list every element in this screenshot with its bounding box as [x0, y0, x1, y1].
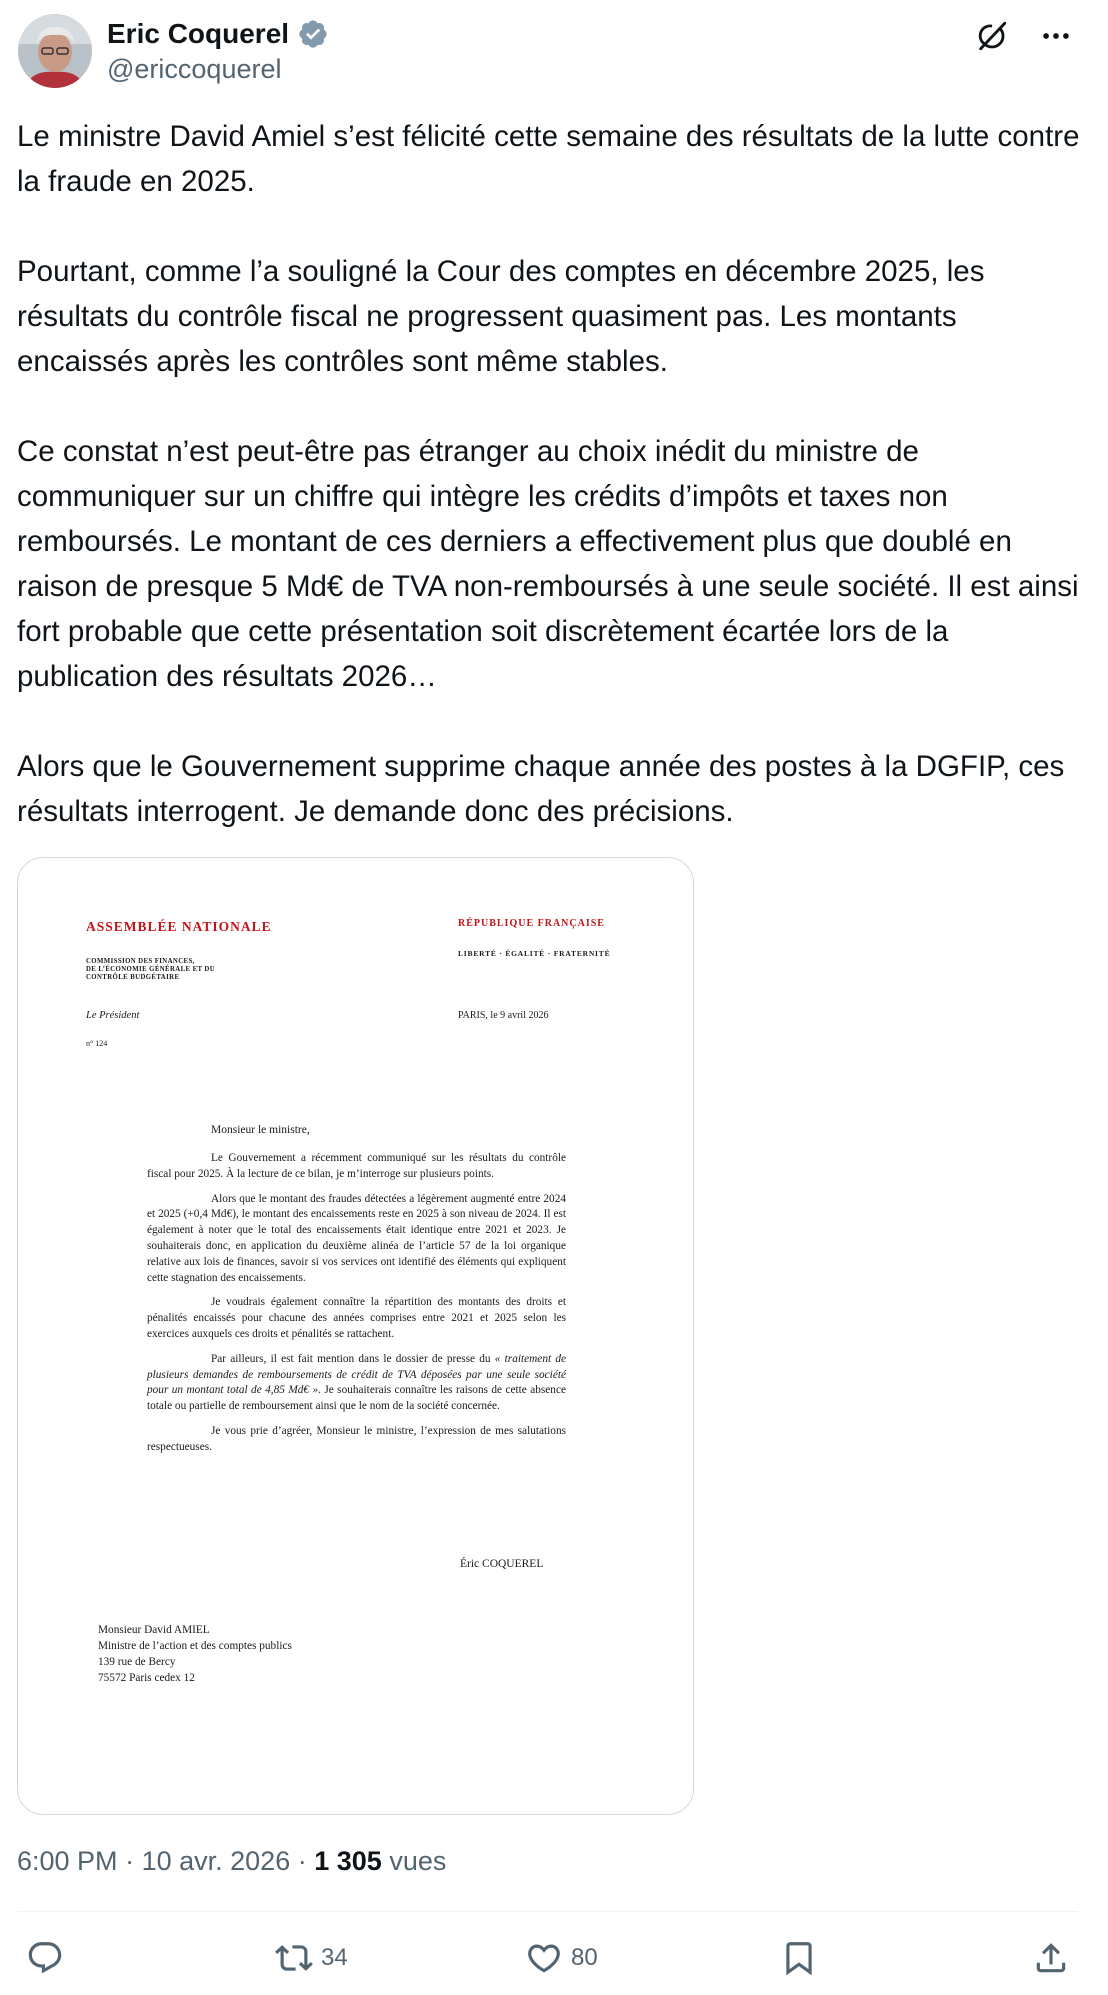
address-line: 75572 Paris cedex 12 — [98, 1672, 195, 1684]
letter-recipient-address — [98, 1622, 292, 1686]
tweet-header — [18, 14, 1078, 90]
grok-icon[interactable] — [970, 14, 1014, 58]
avatar-image — [18, 14, 92, 88]
letter-commission — [86, 958, 286, 982]
like-count: 80 — [571, 1944, 598, 1971]
tweet-date[interactable]: 10 avr. 2026 — [141, 1846, 291, 1876]
letter-text: Par ailleurs, il est fait mention dans le dossier de presse du — [211, 1352, 495, 1365]
letter-paragraph — [147, 1352, 566, 1415]
author-name[interactable]: Eric Coquerel — [107, 18, 290, 49]
commission-line: CONTRÔLE BUDGÉTAIRE — [86, 974, 180, 981]
views-count: 1 305 — [314, 1846, 382, 1876]
letter-paragraph: Le Gouvernement a récemment communiqué sur les résultats du contrôle fiscal pour 2025. À la lecture de ce bilan, je m’interroge sur plusieurs points. — [147, 1152, 566, 1180]
address-line: Monsieur David AMIEL — [98, 1624, 210, 1636]
letter-sender-title: Le Président — [86, 1010, 140, 1021]
tweet-paragraph: Ce constat n’est peut-être pas étranger au choix inédit du ministre de communiquer sur un chiffre qui intègre les crédits d’impôts et taxes non remboursés. Le montant de ces derniers a effectivement plus que doublé en raison de presque 5 Md€ de TVA non-remboursés à une seule société. Il est ainsi fort probable que cette présentation soit discrètement écartée lors de la publication des résultats 2026… — [17, 435, 1079, 693]
bookmark-button[interactable] — [780, 1928, 818, 1988]
verified-badge-icon — [297, 18, 329, 50]
bookmark-icon — [780, 1939, 818, 1977]
action-bar — [0, 1928, 1108, 1988]
retweet-button[interactable] — [275, 1928, 348, 1988]
address-line: 139 rue de Bercy — [98, 1656, 176, 1668]
attached-letter-image[interactable] — [17, 857, 694, 1815]
letterhead-institution: ASSEMBLÉE NATIONALE — [86, 919, 272, 934]
letter-paragraph: Je voudrais également connaître la répartition des montants des droits et pénalités encaissés pour chacune des années comprises entre 2021 et 2025 selon les exercices auxquels ces droits et pénalités se rattachent. — [147, 1296, 566, 1340]
divider — [17, 1911, 1078, 1912]
heart-icon — [525, 1939, 563, 1977]
letter-signature: Éric COQUEREL — [460, 1558, 544, 1570]
share-button[interactable] — [1032, 1928, 1070, 1988]
letter-body — [147, 1151, 566, 1465]
meta-separator: · — [297, 1846, 307, 1876]
retweet-icon — [275, 1939, 313, 1977]
tweet-paragraph: Alors que le Gouvernement supprime chaque année des postes à la DGFIP, ces résultats interrogent. Je demande donc des précisions. — [17, 750, 1065, 828]
letter-document — [18, 858, 694, 1815]
more-icon[interactable] — [1034, 14, 1078, 58]
letter-date: PARIS, le 9 avril 2026 — [458, 1010, 549, 1021]
author-name-row — [107, 16, 329, 52]
commission-line: COMMISSION DES FINANCES, — [86, 958, 195, 965]
meta-separator: · — [125, 1846, 135, 1876]
letter-number: n° 124 — [86, 1039, 108, 1048]
tweet-paragraph: Le ministre David Amiel s’est félicité cette semaine des résultats de la lutte contre la fraude en 2025. — [17, 120, 1080, 198]
share-icon — [1032, 1939, 1070, 1977]
tweet-paragraph: Pourtant, comme l’a souligné la Cour des comptes en décembre 2025, les résultats du contrôle fiscal ne progressent quasiment pas. Les montants encaissés après les contrôles sont même stables. — [17, 255, 985, 378]
letterhead-republic: RÉPUBLIQUE FRANÇAISE — [458, 918, 605, 929]
letterhead-motto: LIBERTÉ · ÉGALITÉ · FRATERNITÉ — [458, 949, 611, 958]
author-handle[interactable]: @ericcoquerel — [107, 54, 282, 84]
header-actions — [970, 14, 1078, 58]
tweet-time[interactable]: 6:00 PM — [17, 1846, 118, 1876]
commission-line: DE L’ÉCONOMIE GÉNÉRALE ET DU — [86, 966, 216, 973]
letter-quote: « traitement de plusieurs demandes de remboursements de crédit de TVA déposées par une seule société pour un montant total de 4,85 Md€ » — [147, 1352, 566, 1397]
letter-paragraph: Alors que le montant des fraudes détectées a légèrement augmenté entre 2024 et 2025 (+0,4 Md€), le montant des encaissements reste en 2025 à son niveau de 2024. Il est également à noter que le total des encaissements était identique entre 2021 et 2023. Je souhaiterais donc, en application du deuxième alinéa de l’article 57 de la loi organique relative aux lois de finances, savoir si vos services ont identifié des éléments qui expliquent cette stagnation des encaissements. — [147, 1192, 566, 1284]
like-button[interactable] — [525, 1928, 598, 1988]
views-label: vues — [389, 1846, 447, 1876]
letter-paragraph: Je vous prie d’agréer, Monsieur le ministre, l’expression de mes salutations respectueuses. — [147, 1424, 566, 1453]
reply-icon — [26, 1939, 64, 1977]
letter-salutation: Monsieur le ministre, — [211, 1124, 310, 1136]
tweet-text — [17, 114, 1087, 834]
avatar[interactable] — [18, 14, 92, 88]
retweet-count: 34 — [321, 1944, 348, 1971]
letter-text: . Je souhaiterais connaître les raisons de cette absence totale ou partielle de remboursement ainsi que le nom de la société concernée. — [147, 1384, 566, 1413]
reply-button[interactable] — [26, 1928, 72, 1988]
address-line: Ministre de l’action et des comptes publics — [98, 1640, 292, 1652]
tweet-meta — [17, 1843, 446, 1879]
